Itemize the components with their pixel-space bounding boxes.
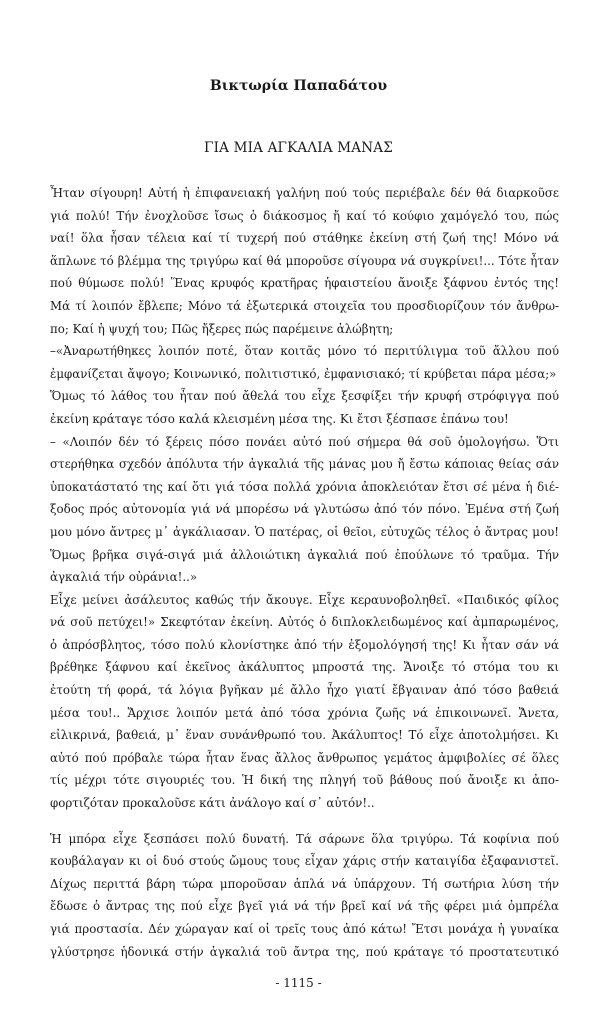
text-line: τίς μέχρι τότε σιγουριές του. Ἡ δική της πληγή τοῦ βάθους πού ἄνοιξε κι ἀπο- (50, 773, 559, 788)
text-line: ναί! ὅλα ἦσαν τέλεια καί τί τυχερή πού στάθηκε ἐκείνη στή ζωή της! Μόνο νά (50, 231, 559, 246)
text-line: ἅπλωνε τό βλέμμα της τριγύρω καί θά μποροῦσε σίγουρα νά συγκρίνει!... Τότε ἦταν (50, 253, 559, 268)
paragraph (50, 431, 559, 589)
text-line: ἐτούτη τή φορά, τά λόγια βγῆκαν μέ ἄλλο ἦχο γιατί ἔβγαιναν ἀπό τόσο βαθειά (50, 683, 559, 698)
text-line: ὑποκατάστατό της καί ὅτι γιά τόσα πολλά χρόνια ἀποκλειόταν ἔτσι σέ μένα ἡ διέ- (50, 479, 559, 494)
paragraph (50, 385, 559, 430)
text-line: ἀγκαλιά τήν οὐράνια!..» (50, 570, 198, 585)
text-line: κουβάλαγαν κι οἱ δυό στούς ὤμους τους εἶχαν χάρις στήν καταιγίδα ἐξαφανιστεῖ. (50, 854, 559, 869)
text-line: πού θύμωσε πολύ! Ἕνας κρυφός κρατῆρας ἡφαιστείου ἄνοιξε ξάφνου ἐντός της! (50, 276, 559, 291)
text-line: Ἦταν σίγουρη! Αὐτή ἡ ἐπιφανειακή γαλήνη πού τούς περιέβαλε δέν θά διαρκοῦσε (50, 186, 559, 200)
text-line: Δίχως περιττά βάρη τώρα μποροῦσαν ἁπλά νά ὑπάρχουν. Τή σωτήρια λύση τήν (50, 876, 559, 891)
text-line: εἰλικρινά, βαθειά, μ᾽ ἕναν συνάνθρωπό του. Ἀκάλυπτος! Τό εἶχε ἀποτολμήσει. Κι (50, 728, 559, 743)
text-line: γιά πολύ! Τήν ἐνοχλοῦσε ἴσως ὁ διάκοσμος ἤ καί τό κούφιο χαμόγελό του, πώς (50, 208, 559, 223)
text-line: Μά τί λοιπόν ἔβλεπε; Μόνο τά ἐξωτερικά στοιχεῖα του προσδιορίζουν τόν ἄνθρω- (50, 298, 559, 313)
text-line: Ὅμως βρῆκα σιγά-σιγά μιά ἀλλοιώτικη ἀγκαλιά πού ἐπούλωνε τό τραῦμα. Τήν (50, 547, 559, 562)
paragraph (50, 828, 559, 964)
text-line: ἐμφανίζεται ἄψογο; Κοινωνικό, πολιτιστικό, ἐμφανισιακό; τί κρύβεται πάρα μέσα;» (50, 366, 557, 381)
text-line: γιά προστασία. Δέν χώραγαν καί οἱ τρεῖς τους ἀπό κάτω! Ἔτσι μονάχα ἡ γυναίκα (50, 922, 559, 936)
text-line: μου μόνο ἄντρες μ᾽ ἀγκάλιασαν. Ὁ πατέρας, οἱ θεῖοι, εὐτυχῶς τέλος ὁ ἄντρας μου! (50, 524, 559, 539)
text-line: στερήθηκα σχεδόν ἀπόλυτα τήν ἀγκαλιά τῆς μάνας μου ἤ ἔστω κάποιας θείας σάν (50, 457, 559, 472)
text-line: φορτιζόταν προκαλοῦσε κάτι ἀνάλογο καί σ᾽ αὐτόν!.. (50, 796, 375, 811)
paragraph (50, 589, 559, 815)
paragraph (50, 182, 559, 340)
text-line: Ἡ μπόρα εἶχε ξεσπάσει πολύ δυνατή. Τά σάρωνε ὅλα τριγύρω. Τά κοφίνια πού (50, 831, 559, 846)
page-number: - 1115 - (275, 976, 322, 990)
text-line: πο; Καί ἡ ψυχή του; Πῶς ἤξερες πώς παρέμεινε ἀλώβητη; (50, 321, 394, 336)
paragraph (50, 340, 559, 385)
paragraph-gap (50, 815, 559, 828)
text-line: Ὅμως τό λάθος του ἦταν πού ἄθελά του εἶχε ξεσφίξει τήν κρυφή στρόφιγγα πού (50, 389, 559, 404)
author-name: Βικτωρία Παπαδάτου (209, 78, 388, 94)
text-line: βρέθηκε ξάφνου καί ἐκεῖνος ἀκάλυπτος μπροστά της. Ἄνοιξε τό στόμα του κι (50, 660, 559, 675)
text-line: –«Ἀναρωτήθηκες λοιπόν ποτέ, ὅταν κοιτᾶς μόνο τό περιτύλιγμα τοῦ ἄλλου πού (50, 344, 559, 359)
text-line: ὁ ἀπρόσβλητος, τόσο πολύ κλονίστηκε ἀπό τήν ἐξομολόγησή της! Κι ἦταν σάν νά (50, 637, 559, 652)
text-line: μέσα του!.. Ἄρχισε λοιπόν μετά ἀπό τόσα χρόνια ζωῆς νά ἐπικοινωνεῖ. Ἄνετα, (50, 705, 559, 720)
text-line: ἔδωσε ὁ ἄντρας της πού εἶχε βγεῖ γιά νά τήν βρεῖ καί νά τῆς φέρει μιά ὀμπρέλα (50, 899, 559, 914)
story-title: ΓΙΑ ΜΙΑ ΑΓΚΑΛΙΑ ΜΑΝΑΣ (204, 140, 393, 156)
story-body (50, 182, 559, 963)
text-line: γλύστρησε ἡδονικά στήν ἀγκαλιά τοῦ ἄντρα της, πού κράταγε τό προστατευτικό (50, 944, 559, 959)
text-line: Εἶχε μείνει ἀσάλευτος καθώς τήν ἄκουγε. Εἶχε κεραυνοβοληθεῖ. «Παιδικός φίλος (50, 592, 559, 607)
text-line: – «Λοιπόν δέν τό ξέρεις πόσο πονάει αὐτό πού σήμερα θά σοῦ ὁμολογήσω. Ὅτι (50, 434, 559, 449)
text-line: νά σοῦ πετύχει!» Σκεφτόταν ἐκείνη. Αὐτός ὁ διπλοκλειδωμένος καί ἀμπαρωμένος, (50, 615, 559, 630)
text-line: αὐτό πού πρόβαλε τώρα ἦταν ἕνας ἄλλος ἄνθρωπος γεμάτος ἀμφιβολίες σέ ὅλες (50, 750, 559, 765)
text-line: ξοδος πρός αὐτονομία γιά νά μπορέσω νά γλυτώσω ἀπό τόν πόνο. Ἐμένα στή ζωή (50, 502, 559, 517)
text-line: ἐκείνη κράταγε τόσο καλά κλεισμένη μέσα της. Κι ἔτσι ξέσπασε ἐπάνω του! (50, 411, 509, 426)
